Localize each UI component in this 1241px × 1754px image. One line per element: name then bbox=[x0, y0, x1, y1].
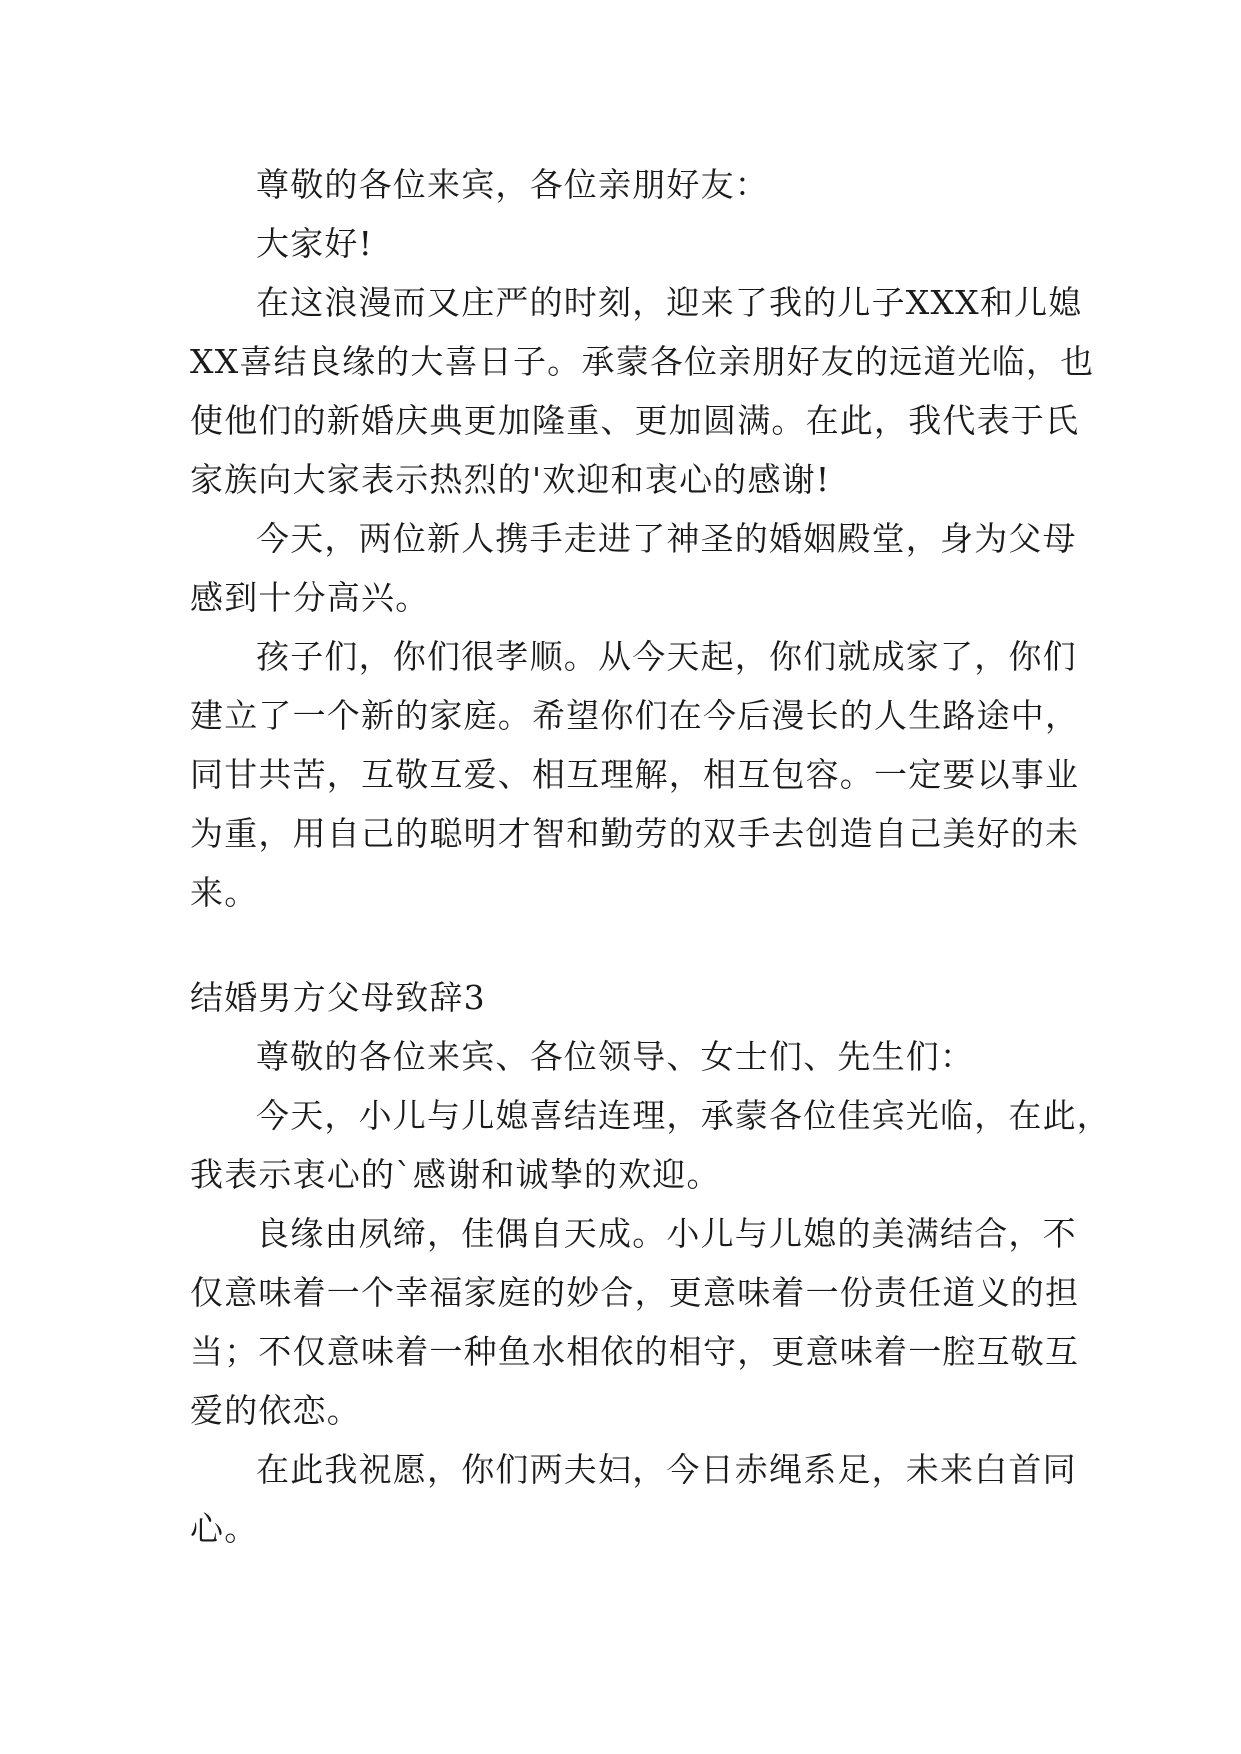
paragraph-line: 良缘由夙缔，佳偶自天成。小儿与儿媳的美满结合，不 bbox=[256, 1214, 1077, 1253]
paragraph-line: 我表示衷心的`感谢和诚挚的欢迎。 bbox=[190, 1155, 721, 1194]
section-heading: 结婚男方父母致辞3 bbox=[190, 978, 486, 1017]
paragraph-line: XX喜结良缘的大喜日子。承蒙各位亲朋好友的远道光临，也 bbox=[190, 342, 1095, 381]
salutation: 尊敬的各位来宾，各位亲朋好友： bbox=[256, 165, 769, 204]
paragraph-line: 在这浪漫而又庄严的时刻，迎来了我的儿子XXX和儿媳 bbox=[256, 283, 1083, 322]
paragraph-line: 当；不仅意味着一种鱼水相依的相守，更意味着一腔互敬互 bbox=[190, 1332, 1080, 1371]
paragraph-line: 同甘共苦，互敬互爱、相互理解，相互包容。一定要以事业 bbox=[190, 755, 1080, 794]
salutation: 尊敬的各位来宾、各位领导、女士们、先生们： bbox=[256, 1037, 975, 1076]
paragraph-line: 爱的依恋。 bbox=[190, 1391, 361, 1430]
paragraph-line: 为重，用自己的聪明才智和勤劳的双手去创造自己美好的未 bbox=[190, 814, 1080, 853]
paragraph-line: 在此我祝愿，你们两夫妇，今日赤绳系足，未来白首同 bbox=[256, 1450, 1077, 1489]
paragraph-line: 心。 bbox=[190, 1509, 259, 1548]
paragraph-line: 仅意味着一个幸福家庭的妙合，更意味着一份责任道义的担 bbox=[190, 1273, 1080, 1312]
paragraph-line: 来。 bbox=[190, 873, 259, 912]
paragraph-line: 家族向大家表示热烈的'欢迎和衷心的感谢! bbox=[190, 460, 831, 499]
paragraph-line: 建立了一个新的家庭。希望你们在今后漫长的人生路途中， bbox=[190, 696, 1080, 735]
paragraph-line: 使他们的新婚庆典更加隆重、更加圆满。在此，我代表于氏 bbox=[190, 401, 1080, 440]
paragraph-line: 感到十分高兴。 bbox=[190, 578, 430, 617]
paragraph-line: 孩子们，你们很孝顺。从今天起，你们就成家了，你们 bbox=[256, 637, 1077, 676]
paragraph-line: 今天，两位新人携手走进了神圣的婚姻殿堂，身为父母 bbox=[256, 519, 1077, 558]
greeting-line: 大家好! bbox=[256, 224, 374, 263]
paragraph-line: 今天，小儿与儿媳喜结连理，承蒙各位佳宾光临，在此， bbox=[256, 1096, 1111, 1135]
